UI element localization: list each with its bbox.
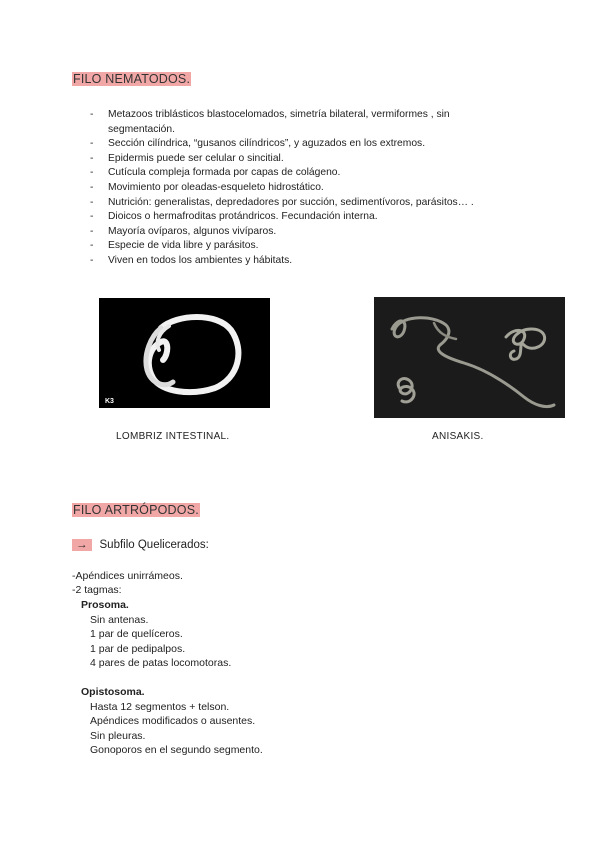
text-line: 4 pares de patas locomotoras. (90, 657, 232, 669)
arrow-icon: → (72, 539, 92, 551)
text-line: -Apéndices unirrámeos. (72, 570, 183, 582)
lombriz-intestinal-photo (99, 298, 270, 408)
bullet-item: - Movimiento por oleadas-esqueleto hidrostático. (90, 181, 510, 196)
bullet-item: - Viven en todos los ambientes y hábitats. (90, 254, 510, 269)
section-title-artropodos: FILO ARTRÓPODOS. (73, 503, 199, 517)
text-line: 1 par de quelíceros. (90, 628, 183, 640)
anisakis-illustration (374, 297, 565, 418)
bullet-item: - Sección cilíndrica, “gusanos cilíndricos”, y aguzados en los extremos. (90, 137, 510, 152)
section-title-nematodos: FILO NEMATODOS. (73, 72, 191, 86)
bullet-item: - Epidermis puede ser celular o sincitial. (90, 152, 510, 167)
opistosoma-heading: Opistosoma. (81, 686, 145, 698)
text-line: Sin pleuras. (90, 730, 146, 742)
bullet-item: - Mayoría ovíparos, algunos vivíparos. (90, 225, 510, 240)
subfilo-heading (72, 539, 209, 551)
caption-anisakis: ANISAKIS. (432, 431, 484, 442)
bullet-item: - Metazoos triblásticos blastocelomados, simetría bilateral, vermiformes , sin segmentación. (90, 108, 510, 137)
bullet-item: - Cutícula compleja formada por capas de colágeno. (90, 166, 510, 181)
text-line: Gonoporos en el segundo segmento. (90, 744, 263, 756)
nematodos-bullet-list (90, 108, 510, 269)
text-line: Apéndices modificados o ausentes. (90, 715, 256, 727)
roundworm-illustration (99, 298, 270, 408)
photo-watermark: K3 (105, 398, 114, 405)
caption-lombriz: LOMBRIZ INTESTINAL. (116, 431, 230, 442)
text-line: Hasta 12 segmentos + telson. (90, 701, 230, 713)
prosoma-heading: Prosoma. (81, 599, 129, 611)
text-line: 1 par de pedipalpos. (90, 643, 186, 655)
text-line: -2 tagmas: (72, 584, 122, 596)
bullet-item: - Dioicos o hermafroditas protándricos. Fecundación interna. (90, 210, 510, 225)
anisakis-photo (374, 297, 565, 418)
bullet-item: - Nutrición: generalistas, depredadores por succión, sedimentívoros, parásitos… . (90, 196, 510, 211)
subfilo-label: Subfilo Quelicerados: (99, 539, 209, 551)
bullet-item: - Especie de vida libre y parásitos. (90, 239, 510, 254)
text-line: Sin antenas. (90, 614, 149, 626)
